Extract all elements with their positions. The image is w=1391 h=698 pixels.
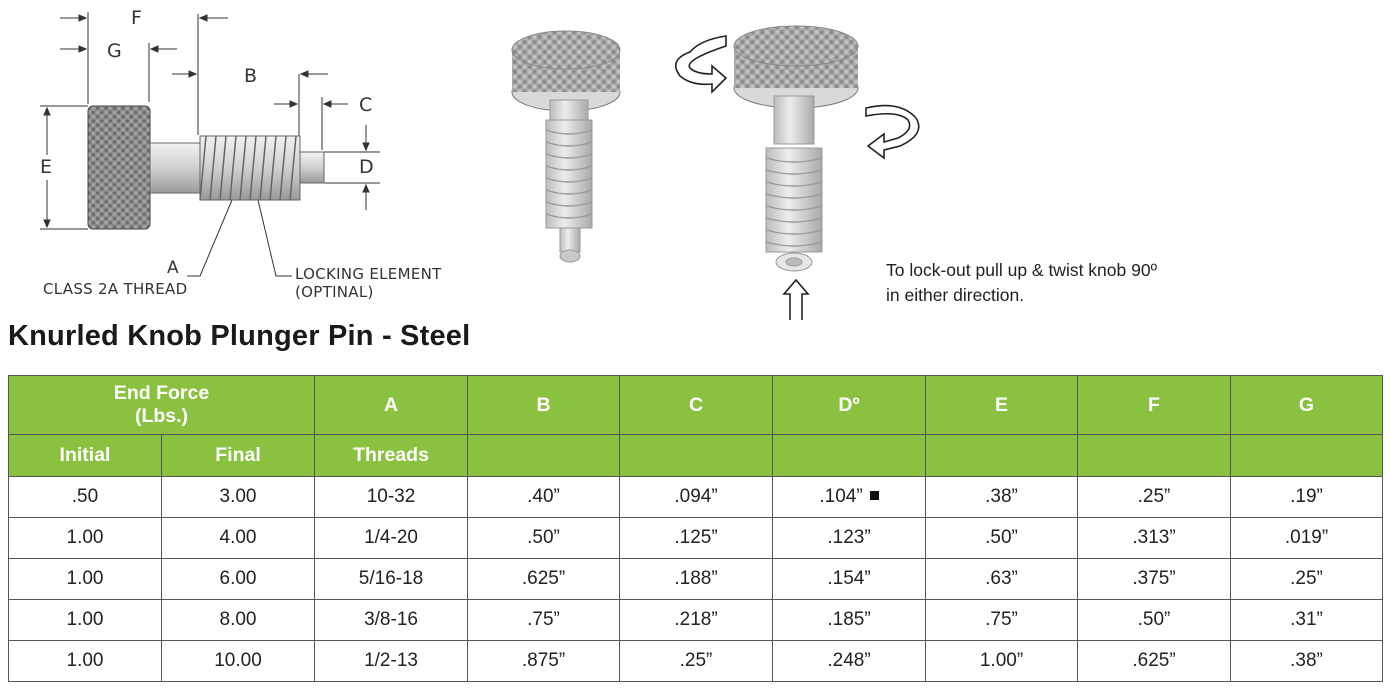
rotate-arrow-icon: [866, 106, 919, 158]
dimension-label-e: E: [40, 156, 53, 178]
header-end-force-label: End Force: [113, 382, 210, 404]
header-empty: [926, 435, 1078, 477]
header-initial: Initial: [9, 435, 162, 477]
header-f: F: [1078, 376, 1231, 435]
header-b: B: [468, 376, 620, 435]
cell-f: .50”: [1078, 600, 1231, 641]
cell-initial: 1.00: [9, 600, 162, 641]
cell-g: .019”: [1231, 518, 1383, 559]
cell-b: .75”: [468, 600, 620, 641]
instruction-line-2: in either direction.: [886, 285, 1025, 305]
cell-e: .75”: [926, 600, 1078, 641]
cell-b: .50”: [468, 518, 620, 559]
cell-b: .625”: [468, 559, 620, 600]
cell-final: 3.00: [162, 477, 315, 518]
header-d: Dº: [773, 376, 926, 435]
header-empty: [620, 435, 773, 477]
cell-initial: 1.00: [9, 641, 162, 682]
cell-g: .25”: [1231, 559, 1383, 600]
header-end-force: [9, 376, 315, 435]
header-c: C: [620, 376, 773, 435]
header-empty: [1231, 435, 1383, 477]
callout-locking-element: LOCKING ELEMENT: [295, 265, 442, 283]
table-row: [9, 477, 1383, 518]
product-diagram: [0, 0, 1391, 320]
header-threads: Threads: [315, 435, 468, 477]
cell-d: .185”: [773, 600, 926, 641]
header-g: G: [1231, 376, 1383, 435]
knob-retracted-drawing: [734, 26, 858, 271]
side-view-part: [88, 106, 324, 229]
cell-c: .094”: [620, 477, 773, 518]
cell-f: .313”: [1078, 518, 1231, 559]
cell-d: [773, 477, 926, 518]
cell-b: .875”: [468, 641, 620, 682]
dimension-label-g: G: [107, 40, 122, 62]
dimension-label-f: F: [131, 7, 142, 29]
cell-d: .154”: [773, 559, 926, 600]
cell-d: .248”: [773, 641, 926, 682]
cell-c: .188”: [620, 559, 773, 600]
table-row: [9, 600, 1383, 641]
header-end-force-unit: (Lbs.): [134, 405, 189, 427]
cell-final: 4.00: [162, 518, 315, 559]
cell-g: .38”: [1231, 641, 1383, 682]
knob-engaged-drawing: [512, 31, 620, 262]
header-empty: [773, 435, 926, 477]
dimension-label-b: B: [244, 65, 258, 87]
lockout-instruction: [886, 258, 1157, 308]
cell-e: .63”: [926, 559, 1078, 600]
rotate-arrow-icon: [676, 36, 726, 92]
cell-e: .50”: [926, 518, 1078, 559]
square-marker-icon: [870, 491, 879, 500]
cell-d-value: .104”: [819, 486, 863, 507]
cell-f: .25”: [1078, 477, 1231, 518]
cell-threads: 5/16-18: [315, 559, 468, 600]
cell-threads: 3/8-16: [315, 600, 468, 641]
cell-threads: 1/4-20: [315, 518, 468, 559]
spec-table: [8, 375, 1383, 682]
cell-initial: 1.00: [9, 559, 162, 600]
callout-optional: (OPTINAL): [295, 283, 374, 301]
dimension-label-a: A: [167, 258, 179, 278]
dimension-label-d: D: [359, 156, 374, 178]
cell-final: 6.00: [162, 559, 315, 600]
instruction-line-1: To lock-out pull up & twist knob 90º: [886, 260, 1157, 280]
push-up-arrow-icon: [784, 280, 808, 320]
plunger-pin-drawings: [0, 0, 1391, 320]
callout-thread-class: CLASS 2A THREAD: [43, 280, 188, 298]
cell-g: .19”: [1231, 477, 1383, 518]
cell-c: .125”: [620, 518, 773, 559]
header-empty: [468, 435, 620, 477]
cell-threads: 1/2-13: [315, 641, 468, 682]
cell-b: .40”: [468, 477, 620, 518]
cell-final: 10.00: [162, 641, 315, 682]
page-title: Knurled Knob Plunger Pin - Steel: [8, 320, 471, 352]
header-empty: [1078, 435, 1231, 477]
cell-final: 8.00: [162, 600, 315, 641]
table-row: [9, 641, 1383, 682]
header-a: A: [315, 376, 468, 435]
table-header-row: [9, 376, 1383, 435]
cell-f: .375”: [1078, 559, 1231, 600]
table-row: [9, 518, 1383, 559]
cell-threads: 10-32: [315, 477, 468, 518]
cell-c: .218”: [620, 600, 773, 641]
cell-f: .625”: [1078, 641, 1231, 682]
header-e: E: [926, 376, 1078, 435]
cell-e: 1.00”: [926, 641, 1078, 682]
dimension-label-c: C: [359, 94, 373, 116]
cell-e: .38”: [926, 477, 1078, 518]
cell-d: .123”: [773, 518, 926, 559]
cell-initial: 1.00: [9, 518, 162, 559]
cell-g: .31”: [1231, 600, 1383, 641]
table-row: [9, 559, 1383, 600]
header-final: Final: [162, 435, 315, 477]
cell-c: .25”: [620, 641, 773, 682]
table-subheader-row: [9, 435, 1383, 477]
cell-initial: .50: [9, 477, 162, 518]
